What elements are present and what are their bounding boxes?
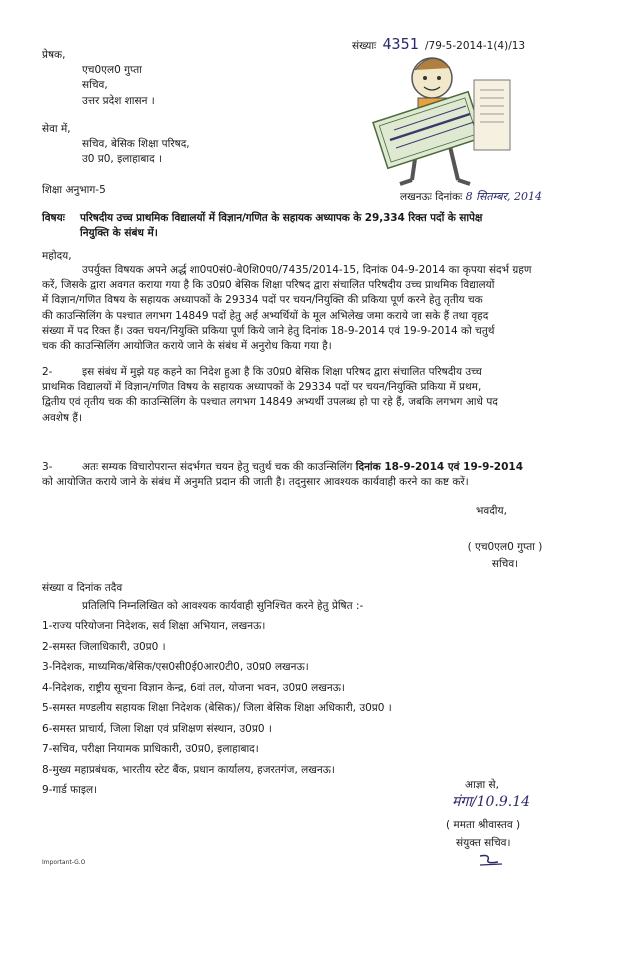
handwritten-signature: मंगा/10.9.14 bbox=[452, 794, 531, 810]
copy-heading: संख्या व दिनांक तदैव bbox=[42, 582, 123, 594]
reference-number-handwritten: 4351 bbox=[382, 35, 419, 53]
recipient-place: उ0 प्र0, इलाहाबाद । bbox=[82, 153, 162, 166]
paragraph-3-number: 3- bbox=[42, 461, 53, 473]
subject-label: विषयः bbox=[42, 212, 65, 224]
subject-line-2: नियुक्ति के संबंध में। bbox=[80, 227, 158, 240]
initials-scribble-icon bbox=[476, 852, 506, 868]
copy-list-item: 8-मुख्य महाप्रबंधक, भारतीय स्टेट बैंक, प्रधान कार्यालय, हजरतगंज, लखनऊ। bbox=[42, 763, 335, 776]
letter-date bbox=[400, 189, 542, 205]
paragraph-2-line: द्वितीय एवं तृतीय चक की काउन्सिलिंग के पश्चात लगभग 14849 अभ्यर्थी उपलब्ध हो पा रहे हैं, जबकि लगभग आधे पद bbox=[42, 396, 498, 409]
order-signatory-name: ( ममता श्रीवास्तव ) bbox=[446, 819, 521, 831]
copy-list-item: 2-समस्त जिलाधिकारी, उ0प्र0 । bbox=[42, 640, 166, 653]
subject-line-1: परिषदीय उच्च प्राथमिक विद्यालयों में विज्ञान/गणित के सहायक अध्यापक के 29,334 रिक्त पदों के सापेक्ष bbox=[80, 212, 483, 224]
copy-list-item: 1-राज्य परियोजना निदेशक, सर्व शिक्षा अभियान, लखनऊ। bbox=[42, 620, 266, 633]
order-signatory-designation: संयुक्त सचिव। bbox=[456, 837, 511, 849]
copy-list-item: 4-निदेशक, राष्ट्रीय सूचना विज्ञान केन्द्र, 6वां तल, योजना भवन, उ0प्र0 लखनऊ। bbox=[42, 681, 345, 694]
paragraph-2-line: इस संबंध में मुझे यह कहने का निदेश हुआ है कि उ0प्र0 बेसिक शिक्षा परिषद द्वारा संचालित परिषदीय उच्च bbox=[82, 366, 482, 378]
paragraph-1-line: चक की काउन्सिलिंग आयोजित कराये जाने के संबंध में अनुरोध किया गया है। bbox=[42, 340, 332, 353]
paragraph-1-line: संख्या में पद रिक्त हैं। उक्त चयन/नियुक्ति प्रकिया पूर्ण किये जाने हेतु दिनांक 18-9-2014 एवं 19-9-2014 को चतुर्थ bbox=[42, 324, 495, 337]
section-name: शिक्षा अनुभाग-5 bbox=[42, 184, 106, 196]
order-label: आज्ञा से, bbox=[465, 779, 499, 791]
reference-number-suffix: /79-5-2014-1(4)/13 bbox=[424, 40, 526, 52]
copy-list-item: 7-सचिव, परीक्षा नियामक प्राधिकारी, उ0प्र0, इलाहाबाद। bbox=[42, 743, 259, 756]
copy-list bbox=[42, 616, 606, 801]
paragraph-1-line: में विज्ञान/गणित विषय के सहायक अध्यापकों के 29334 पदों पर चयन/नियुक्ति की प्रकिया पूर्ण करने हेतु तृतीय चक bbox=[42, 294, 483, 307]
closing-bhavdiya: भवदीय, bbox=[476, 505, 507, 517]
paragraph-3-dates: दिनांक 18-9-2014 एवं 19-9-2014 bbox=[355, 461, 524, 473]
copy-section bbox=[42, 581, 606, 801]
sender-label: प्रेषक, bbox=[42, 49, 66, 61]
closing-signatory-name: ( एच0एल0 गुप्ता ) bbox=[467, 541, 543, 553]
copy-list-item: 9-गार्ड फाइल। bbox=[42, 784, 98, 797]
paragraph-1-line: करें, जिसके द्वारा अवगत कराया गया है कि उ0प्र0 बेसिक शिक्षा परिषद द्वारा संचालित परिषदीय उच्च प्राथमिक विद्यालयों bbox=[42, 279, 495, 292]
subject-block bbox=[42, 211, 606, 241]
letter-date-value: 8 सितम्बर, 2014 bbox=[465, 190, 543, 203]
paragraph-2-line: प्राथमिक विद्यालयों में विज्ञान/गणित विषय के सहायक अध्यापकों के 29334 पदों पर चयन/नियुक्ति प्रकिया में प्रथम, bbox=[42, 381, 482, 394]
paragraph-1-line: की काउन्सिलिंग के पश्चात लगभग 14849 पदों हेतु अर्ह अभ्यर्थियों के मूल अभिलेख जमा कराये जा सके हैं तथा वृहद bbox=[42, 309, 489, 322]
copy-list-item: 6-समस्त प्राचार्य, जिला शिक्षा एवं प्रशिक्षण संस्थान, उ0प्र0 । bbox=[42, 722, 272, 735]
recipient-designation: सचिव, बेसिक शिक्षा परिषद, bbox=[82, 138, 190, 151]
footer-note: Important-G.O bbox=[42, 859, 86, 866]
recipient-block bbox=[42, 122, 602, 168]
sender-organisation: उत्तर प्रदेश शासन । bbox=[82, 94, 155, 107]
closing-signatory-designation: सचिव। bbox=[491, 558, 519, 570]
recipient-label: सेवा में, bbox=[42, 123, 71, 135]
sender-block bbox=[42, 48, 602, 109]
reference-number-label: संख्याः bbox=[352, 40, 377, 52]
sender-designation: सचिव, bbox=[82, 79, 108, 92]
paragraph-2-number: 2- bbox=[42, 366, 53, 378]
copy-list-item: 5-समस्त मण्डलीय सहायक शिक्षा निदेशक (बेसिक)/ जिला बेसिक शिक्षा अधिकारी, उ0प्र0 । bbox=[42, 702, 392, 715]
paragraph-3-text: अतः सम्यक विचारोपरान्त संदर्भगत चयन हेतु चतुर्थ चक की काउन्सिलिंग bbox=[82, 461, 353, 473]
letter-date-label: लखनऊः दिनांकः bbox=[400, 191, 463, 203]
salutation: महोदय, bbox=[42, 250, 72, 262]
sender-name: एच0एल0 गुप्ता bbox=[82, 64, 142, 77]
paragraph-3 bbox=[42, 460, 606, 490]
paragraph-3-line: को आयोजित कराये जाने के संबंध में अनुमति प्रदान की जाती है। तद्नुसार आवश्यक कार्यवाही करने का कष्ट करें। bbox=[42, 476, 469, 489]
copy-intro: प्रतिलिपि निम्नलिखित को आवश्यक कार्यवाही सुनिश्चित करने हेतु प्रेषित :- bbox=[82, 600, 364, 613]
paragraph-1-line: उपर्युक्त विषयक अपने अर्द्ध शा0प0सं0-बे0शि0प0/7435/2014-15, दिनांक 04-9-2014 का कृपया संदर्भ ग्रहण bbox=[82, 264, 532, 276]
copy-list-item: 3-निदेशक, माध्यमिक/बेसिक/एस0सी0ई0आर0टी0, उ0प्र0 लखनऊ। bbox=[42, 661, 309, 674]
paragraph-2-line: अवशेष हैं। bbox=[42, 411, 82, 424]
paragraph-1 bbox=[42, 263, 606, 354]
paragraph-2 bbox=[42, 365, 606, 426]
